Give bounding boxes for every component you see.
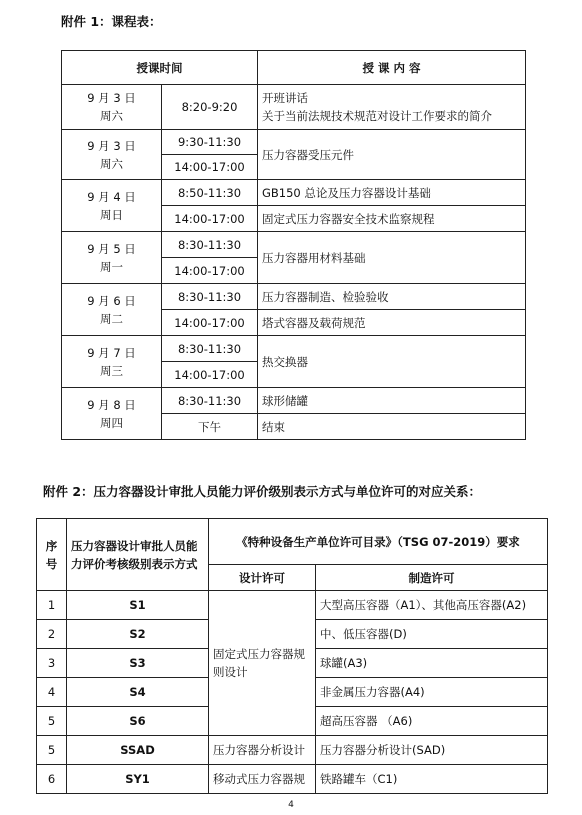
content-cell: 热交换器 <box>258 336 526 388</box>
header-level: 压力容器设计审批人员能力评价考核级别表示方式 <box>67 519 209 591</box>
manufacture-cell: 压力容器分析设计(SAD) <box>316 736 548 765</box>
attachment1-title: 附件 1：课程表： <box>61 14 162 29</box>
seq-cell: 1 <box>37 591 67 620</box>
header-manufacture: 制造许可 <box>316 565 548 591</box>
content-cell: 塔式容器及载荷规范 <box>258 310 526 336</box>
level-cell: SSAD <box>67 736 209 765</box>
manufacture-cell: 球罐(A3) <box>316 649 548 678</box>
date-cell: 9 月 5 日 周一 <box>62 232 162 284</box>
time-cell: 8:30-11:30 <box>162 336 258 362</box>
manufacture-cell: 非金属压力容器(A4) <box>316 678 548 707</box>
time-cell: 9:30-11:30 <box>162 130 258 155</box>
time-cell: 14:00-17:00 <box>162 155 258 180</box>
seq-cell: 4 <box>37 678 67 707</box>
time-cell: 14:00-17:00 <box>162 310 258 336</box>
seq-cell: 2 <box>37 620 67 649</box>
header-seq: 序号 <box>37 519 67 591</box>
level-cell: S3 <box>67 649 209 678</box>
content-cell: GB150 总论及压力容器设计基础 <box>258 180 526 206</box>
level-cell: S4 <box>67 678 209 707</box>
manufacture-cell: 铁路罐车（C1) <box>316 765 548 794</box>
date-cell: 9 月 3 日 周六 <box>62 130 162 180</box>
time-cell: 8:20-9:20 <box>162 85 258 130</box>
date-cell: 9 月 8 日 周四 <box>62 388 162 440</box>
table-row <box>62 130 526 155</box>
level-cell: SY1 <box>67 765 209 794</box>
date-cell: 9 月 3 日 周六 <box>62 85 162 130</box>
content-cell: 开班讲话 关于当前法规技术规范对设计工作要求的简介 <box>258 85 526 130</box>
seq-cell: 5 <box>37 707 67 736</box>
date-cell: 9 月 6 日 周二 <box>62 284 162 336</box>
seq-cell: 3 <box>37 649 67 678</box>
table-row <box>37 736 548 765</box>
header-catalog: 《特种设备生产单位许可目录》（TSG 07-2019）要求 <box>209 519 548 565</box>
header-design: 设计许可 <box>209 565 316 591</box>
table-row <box>62 232 526 258</box>
manufacture-cell: 超高压容器 （A6) <box>316 707 548 736</box>
manufacture-cell: 大型高压容器（A1）、其他高压容器(A2) <box>316 591 548 620</box>
design-cell-merged: 固定式压力容器规则设计 <box>209 591 316 736</box>
page-number: 4 <box>288 800 294 810</box>
content-cell: 压力容器制造、检验验收 <box>258 284 526 310</box>
license-mapping-table <box>36 518 548 794</box>
time-cell: 14:00-17:00 <box>162 206 258 232</box>
time-cell: 14:00-17:00 <box>162 362 258 388</box>
header-content: 授 课 内 容 <box>258 51 526 85</box>
seq-cell: 5 <box>37 736 67 765</box>
time-cell: 8:30-11:30 <box>162 284 258 310</box>
date-cell: 9 月 7 日 周三 <box>62 336 162 388</box>
manufacture-cell: 中、低压容器(D) <box>316 620 548 649</box>
attachment2-title: 附件 2：压力容器设计审批人员能力评价级别表示方式与单位许可的对应关系： <box>43 484 482 499</box>
header-time: 授课时间 <box>62 51 258 85</box>
time-cell: 8:30-11:30 <box>162 232 258 258</box>
content-cell: 压力容器受压元件 <box>258 130 526 180</box>
course-schedule-table <box>61 50 526 440</box>
level-cell: S2 <box>67 620 209 649</box>
table-row <box>37 765 548 794</box>
content-cell: 结束 <box>258 414 526 440</box>
time-cell: 8:30-11:30 <box>162 388 258 414</box>
level-cell: S6 <box>67 707 209 736</box>
content-cell: 球形储罐 <box>258 388 526 414</box>
time-cell: 14:00-17:00 <box>162 258 258 284</box>
table-row <box>62 388 526 414</box>
table-row <box>62 284 526 310</box>
time-cell: 下午 <box>162 414 258 440</box>
seq-cell: 6 <box>37 765 67 794</box>
design-cell: 压力容器分析设计 <box>209 736 316 765</box>
date-cell: 9 月 4 日 周日 <box>62 180 162 232</box>
time-cell: 8:50-11:30 <box>162 180 258 206</box>
table-row <box>62 180 526 206</box>
table-row <box>37 591 548 620</box>
level-cell: S1 <box>67 591 209 620</box>
table-row <box>62 336 526 362</box>
design-cell: 移动式压力容器规 <box>209 765 316 794</box>
content-cell: 固定式压力容器安全技术监察规程 <box>258 206 526 232</box>
table-row <box>62 85 526 130</box>
content-cell: 压力容器用材料基础 <box>258 232 526 284</box>
